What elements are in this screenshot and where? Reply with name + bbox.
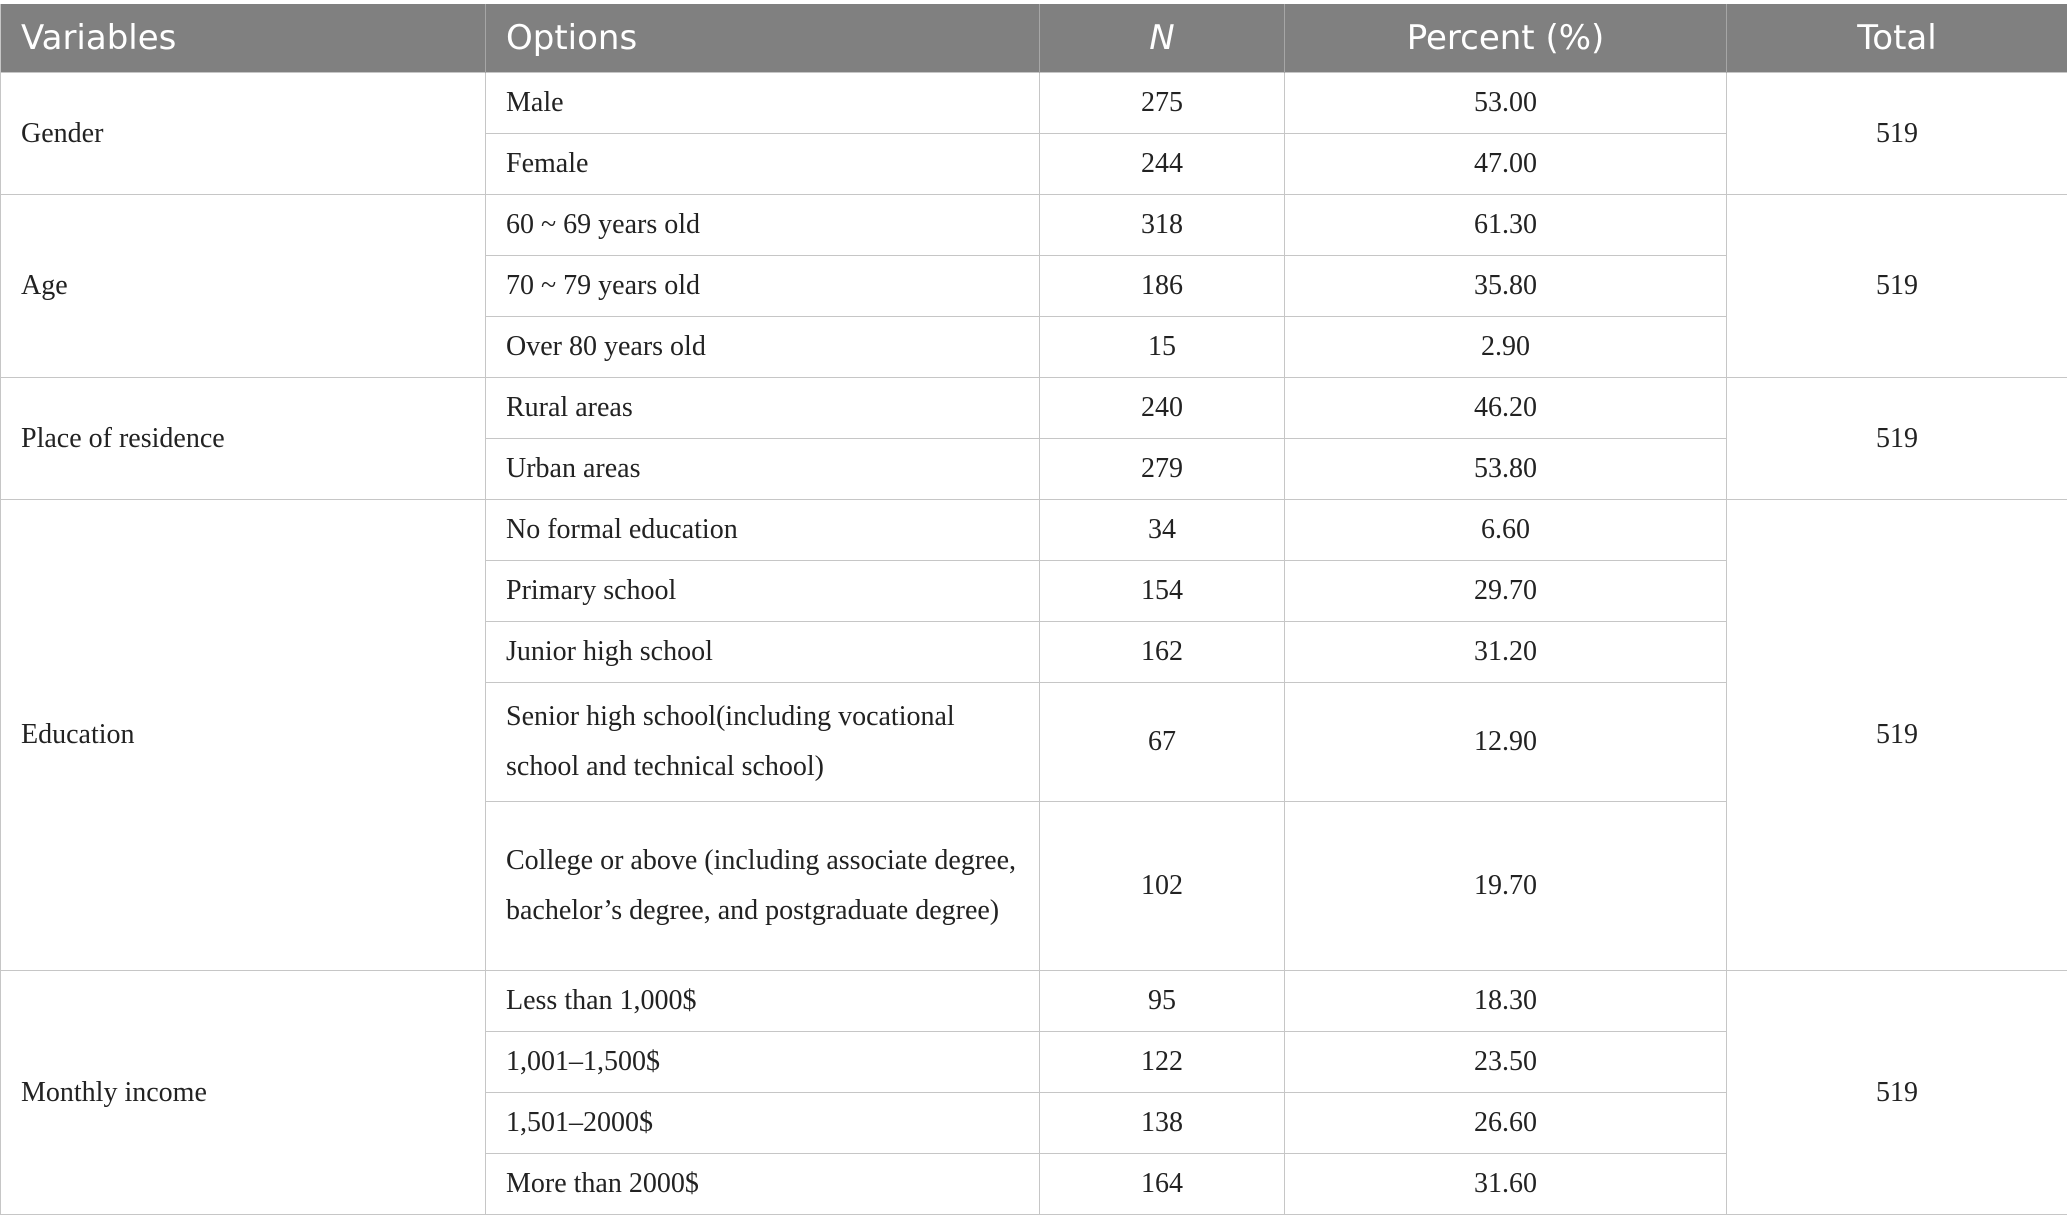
n-cell: 34	[1040, 500, 1285, 561]
variable-cell: Education	[1, 500, 486, 971]
n-cell: 275	[1040, 73, 1285, 134]
percent-cell: 47.00	[1285, 134, 1727, 195]
n-cell: 67	[1040, 683, 1285, 802]
n-cell: 102	[1040, 802, 1285, 971]
percent-cell: 6.60	[1285, 500, 1727, 561]
percent-cell: 26.60	[1285, 1093, 1727, 1154]
variable-cell: Place of residence	[1, 378, 486, 500]
percent-cell: 12.90	[1285, 683, 1727, 802]
header-variables: Variables	[1, 4, 486, 73]
header-n: N	[1040, 4, 1285, 73]
table-row	[1, 73, 2067, 134]
percent-cell: 53.80	[1285, 439, 1727, 500]
option-cell: Urban areas	[486, 439, 1040, 500]
option-cell: 1,001–1,500$	[486, 1032, 1040, 1093]
option-cell: No formal education	[486, 500, 1040, 561]
option-cell: College or above (including associate degree, bachelor’s degree, and postgraduate degree)	[486, 802, 1040, 971]
n-cell: 122	[1040, 1032, 1285, 1093]
option-cell: More than 2000$	[486, 1154, 1040, 1215]
total-cell: 519	[1727, 378, 2067, 500]
header-row	[1, 4, 2067, 73]
percent-cell: 35.80	[1285, 256, 1727, 317]
option-cell: Male	[486, 73, 1040, 134]
option-cell: 70 ~ 79 years old	[486, 256, 1040, 317]
table-row	[1, 378, 2067, 439]
table-body	[1, 73, 2067, 1215]
option-cell: Over 80 years old	[486, 317, 1040, 378]
total-cell: 519	[1727, 500, 2067, 971]
total-cell: 519	[1727, 73, 2067, 195]
n-cell: 279	[1040, 439, 1285, 500]
header-total: Total	[1727, 4, 2067, 73]
option-cell: Senior high school(including vocational school and technical school)	[486, 683, 1040, 802]
n-cell: 244	[1040, 134, 1285, 195]
table-row	[1, 971, 2067, 1032]
n-cell: 138	[1040, 1093, 1285, 1154]
header-options: Options	[486, 4, 1040, 73]
demographics-table	[0, 4, 2067, 1215]
table-container	[0, 4, 2067, 1215]
option-cell: Junior high school	[486, 622, 1040, 683]
option-cell: Primary school	[486, 561, 1040, 622]
n-cell: 186	[1040, 256, 1285, 317]
percent-cell: 19.70	[1285, 802, 1727, 971]
variable-cell: Gender	[1, 73, 486, 195]
table-row	[1, 500, 2067, 561]
percent-cell: 31.60	[1285, 1154, 1727, 1215]
header-percent: Percent (%)	[1285, 4, 1727, 73]
n-cell: 164	[1040, 1154, 1285, 1215]
percent-cell: 31.20	[1285, 622, 1727, 683]
percent-cell: 23.50	[1285, 1032, 1727, 1093]
percent-cell: 29.70	[1285, 561, 1727, 622]
n-cell: 162	[1040, 622, 1285, 683]
n-cell: 318	[1040, 195, 1285, 256]
option-cell: Female	[486, 134, 1040, 195]
n-cell: 154	[1040, 561, 1285, 622]
percent-cell: 53.00	[1285, 73, 1727, 134]
option-cell: 60 ~ 69 years old	[486, 195, 1040, 256]
percent-cell: 18.30	[1285, 971, 1727, 1032]
option-cell: 1,501–2000$	[486, 1093, 1040, 1154]
n-cell: 95	[1040, 971, 1285, 1032]
variable-cell: Monthly income	[1, 971, 486, 1215]
option-cell: Less than 1,000$	[486, 971, 1040, 1032]
n-cell: 240	[1040, 378, 1285, 439]
percent-cell: 2.90	[1285, 317, 1727, 378]
percent-cell: 61.30	[1285, 195, 1727, 256]
percent-cell: 46.20	[1285, 378, 1727, 439]
total-cell: 519	[1727, 971, 2067, 1215]
table-row	[1, 195, 2067, 256]
variable-cell: Age	[1, 195, 486, 378]
table-header	[1, 4, 2067, 73]
option-cell: Rural areas	[486, 378, 1040, 439]
n-cell: 15	[1040, 317, 1285, 378]
total-cell: 519	[1727, 195, 2067, 378]
